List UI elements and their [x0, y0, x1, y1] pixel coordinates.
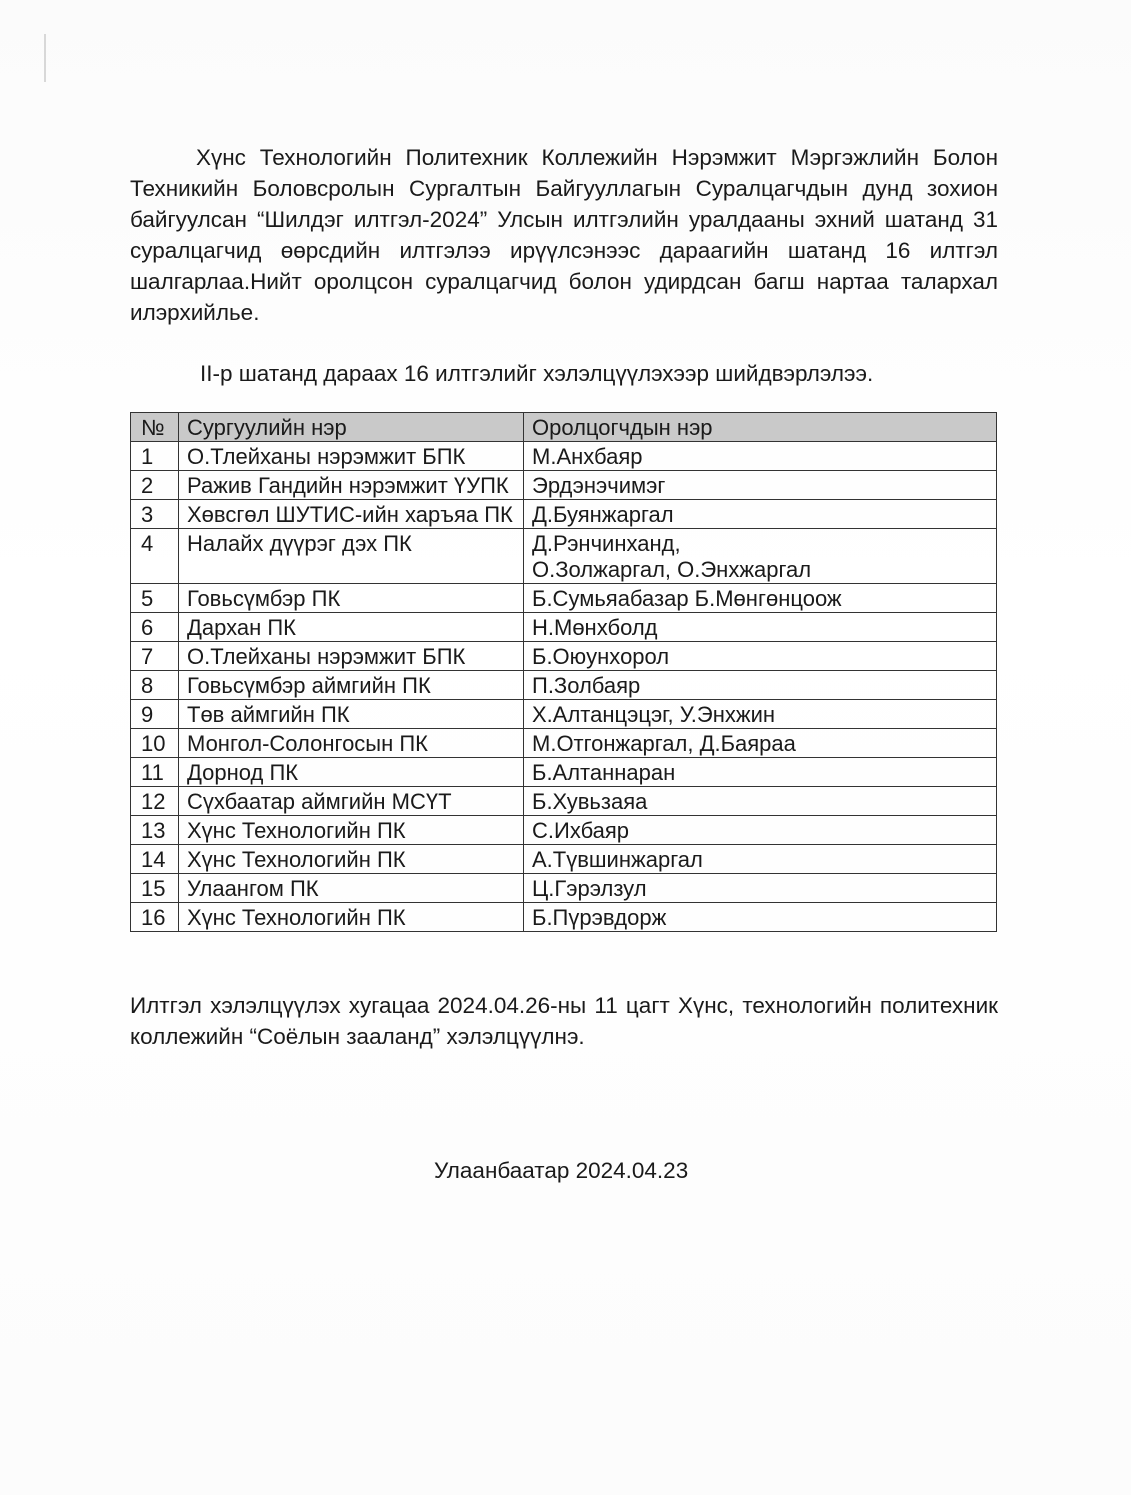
- participant-names: [524, 903, 997, 932]
- table-body: [131, 442, 997, 932]
- participant-name-line: Н.Мөнхболд: [532, 615, 658, 640]
- selected-presentations-table: [130, 412, 997, 932]
- school-name: Монгол-Солонгосын ПК: [179, 729, 524, 758]
- table-row: [131, 700, 997, 729]
- row-number: 10: [131, 729, 179, 758]
- row-number: 4: [131, 529, 179, 584]
- row-number: 5: [131, 584, 179, 613]
- row-number: 1: [131, 442, 179, 471]
- school-name: Улаангом ПК: [179, 874, 524, 903]
- participant-name-line: Б.Оюунхорол: [532, 644, 670, 669]
- participant-name-line: Б.Хувьзаяа: [532, 789, 648, 814]
- participant-name-line: Д.Рэнчинханд,: [532, 531, 681, 556]
- participant-names: [524, 500, 997, 529]
- participant-names: [524, 529, 997, 584]
- row-number: 2: [131, 471, 179, 500]
- table-row: [131, 787, 997, 816]
- school-name: Сүхбаатар аймгийн МСҮТ: [179, 787, 524, 816]
- participant-names: [524, 874, 997, 903]
- table-row: [131, 442, 997, 471]
- row-number: 3: [131, 500, 179, 529]
- table-row: [131, 642, 997, 671]
- participant-name-line: Ц.Гэрэлзул: [532, 876, 647, 901]
- closing-paragraph: Илтгэл хэлэлцүүлэх хугацаа 2024.04.26-ны 11 цагт Хүнс, технологийн политехник коллежийн “Соёлын зааланд” хэлэлцүүлнэ.: [130, 993, 998, 1049]
- participant-names: [524, 613, 997, 642]
- row-number: 8: [131, 671, 179, 700]
- school-name: Дорнод ПК: [179, 758, 524, 787]
- school-name: Хөвсгөл ШУТИС-ийн харъяа ПК: [179, 500, 524, 529]
- participant-names: [524, 442, 997, 471]
- school-name: Төв аймгийн ПК: [179, 700, 524, 729]
- participant-name-line: О.Золжаргал, О.Энхжаргал: [532, 557, 812, 582]
- row-number: 11: [131, 758, 179, 787]
- table-row: [131, 816, 997, 845]
- participant-name-line: Б.Пүрэвдорж: [532, 905, 667, 930]
- row-number: 15: [131, 874, 179, 903]
- row-number: 12: [131, 787, 179, 816]
- participant-name-line: Б.Сумьяабазар Б.Мөнгөнцоож: [532, 586, 842, 611]
- table-row: [131, 729, 997, 758]
- row-number: 7: [131, 642, 179, 671]
- participant-names: [524, 758, 997, 787]
- school-name: Хүнс Технологийн ПК: [179, 903, 524, 932]
- participant-name-line: Х.Алтанцэцэг, У.Энхжин: [532, 702, 776, 727]
- participant-name-line: М.Отгонжаргал, Д.Баяраа: [532, 731, 796, 756]
- school-name: О.Тлейханы нэрэмжит БПК: [179, 642, 524, 671]
- participant-names: [524, 671, 997, 700]
- column-header-number: №: [131, 413, 179, 442]
- participant-names: [524, 845, 997, 874]
- scan-edge-mark: [44, 34, 46, 82]
- table-row: [131, 874, 997, 903]
- school-name: Дархан ПК: [179, 613, 524, 642]
- table-row: [131, 845, 997, 874]
- table-row: [131, 903, 997, 932]
- participant-names: [524, 700, 997, 729]
- table-row: [131, 529, 997, 584]
- participant-names: [524, 816, 997, 845]
- school-name: Хүнс Технологийн ПК: [179, 816, 524, 845]
- place-and-date: Улаанбаатар 2024.04.23: [434, 1158, 689, 1183]
- table-row: [131, 758, 997, 787]
- participant-name-line: А.Түвшинжаргал: [532, 847, 703, 872]
- participant-name-line: С.Ихбаяр: [532, 818, 630, 843]
- school-name: Ражив Гандийн нэрэмжит ҮУПК: [179, 471, 524, 500]
- table-row: [131, 500, 997, 529]
- intro-paragraph: Хүнс Технологийн Политехник Коллежийн Нэрэмжит Мэргэжлийн Болон Техникийн Боловсролын Сургалтын Байгууллагын Суралцагчдын дунд зохион байгуулсан “Шилдэг илтгэл-2024” Улсын илтгэлийн уралдааны эхний шатанд 31 суралцагчид өөрсдийн илтгэлээ ирүүлсэнээс дараагийн шатанд 16 илтгэл шалгарлаа.Нийт оролцсон суралцагчид болон удирдсан багш нартаа талархал илэрхийлье.: [130, 145, 998, 325]
- school-name: О.Тлейханы нэрэмжит БПК: [179, 442, 524, 471]
- participant-names: [524, 471, 997, 500]
- column-header-participants: Оролцогчдын нэр: [524, 413, 997, 442]
- participant-names: [524, 642, 997, 671]
- participant-name-line: М.Анхбаяр: [532, 444, 643, 469]
- school-name: Говьсүмбэр ПК: [179, 584, 524, 613]
- table-row: [131, 671, 997, 700]
- row-number: 6: [131, 613, 179, 642]
- school-name: Говьсүмбэр аймгийн ПК: [179, 671, 524, 700]
- table-row: [131, 471, 997, 500]
- row-number: 9: [131, 700, 179, 729]
- school-name: Хүнс Технологийн ПК: [179, 845, 524, 874]
- table-intro-heading: II-р шатанд дараах 16 илтгэлийг хэлэлцүүлэхээр шийдвэрлэлээ.: [200, 361, 874, 386]
- table-row: [131, 584, 997, 613]
- participant-name-line: Д.Буянжаргал: [532, 502, 674, 527]
- participant-names: [524, 584, 997, 613]
- participant-name-line: Б.Алтаннаран: [532, 760, 676, 785]
- school-name: Налайх дүүрэг дэх ПК: [179, 529, 524, 584]
- participant-names: [524, 729, 997, 758]
- row-number: 14: [131, 845, 179, 874]
- participant-name-line: П.Золбаяр: [532, 673, 641, 698]
- participant-names: [524, 787, 997, 816]
- table-row: [131, 613, 997, 642]
- row-number: 13: [131, 816, 179, 845]
- column-header-school: Сургуулийн нэр: [179, 413, 524, 442]
- row-number: 16: [131, 903, 179, 932]
- participant-name-line: Эрдэнэчимэг: [532, 473, 666, 498]
- table-header-row: [131, 413, 997, 442]
